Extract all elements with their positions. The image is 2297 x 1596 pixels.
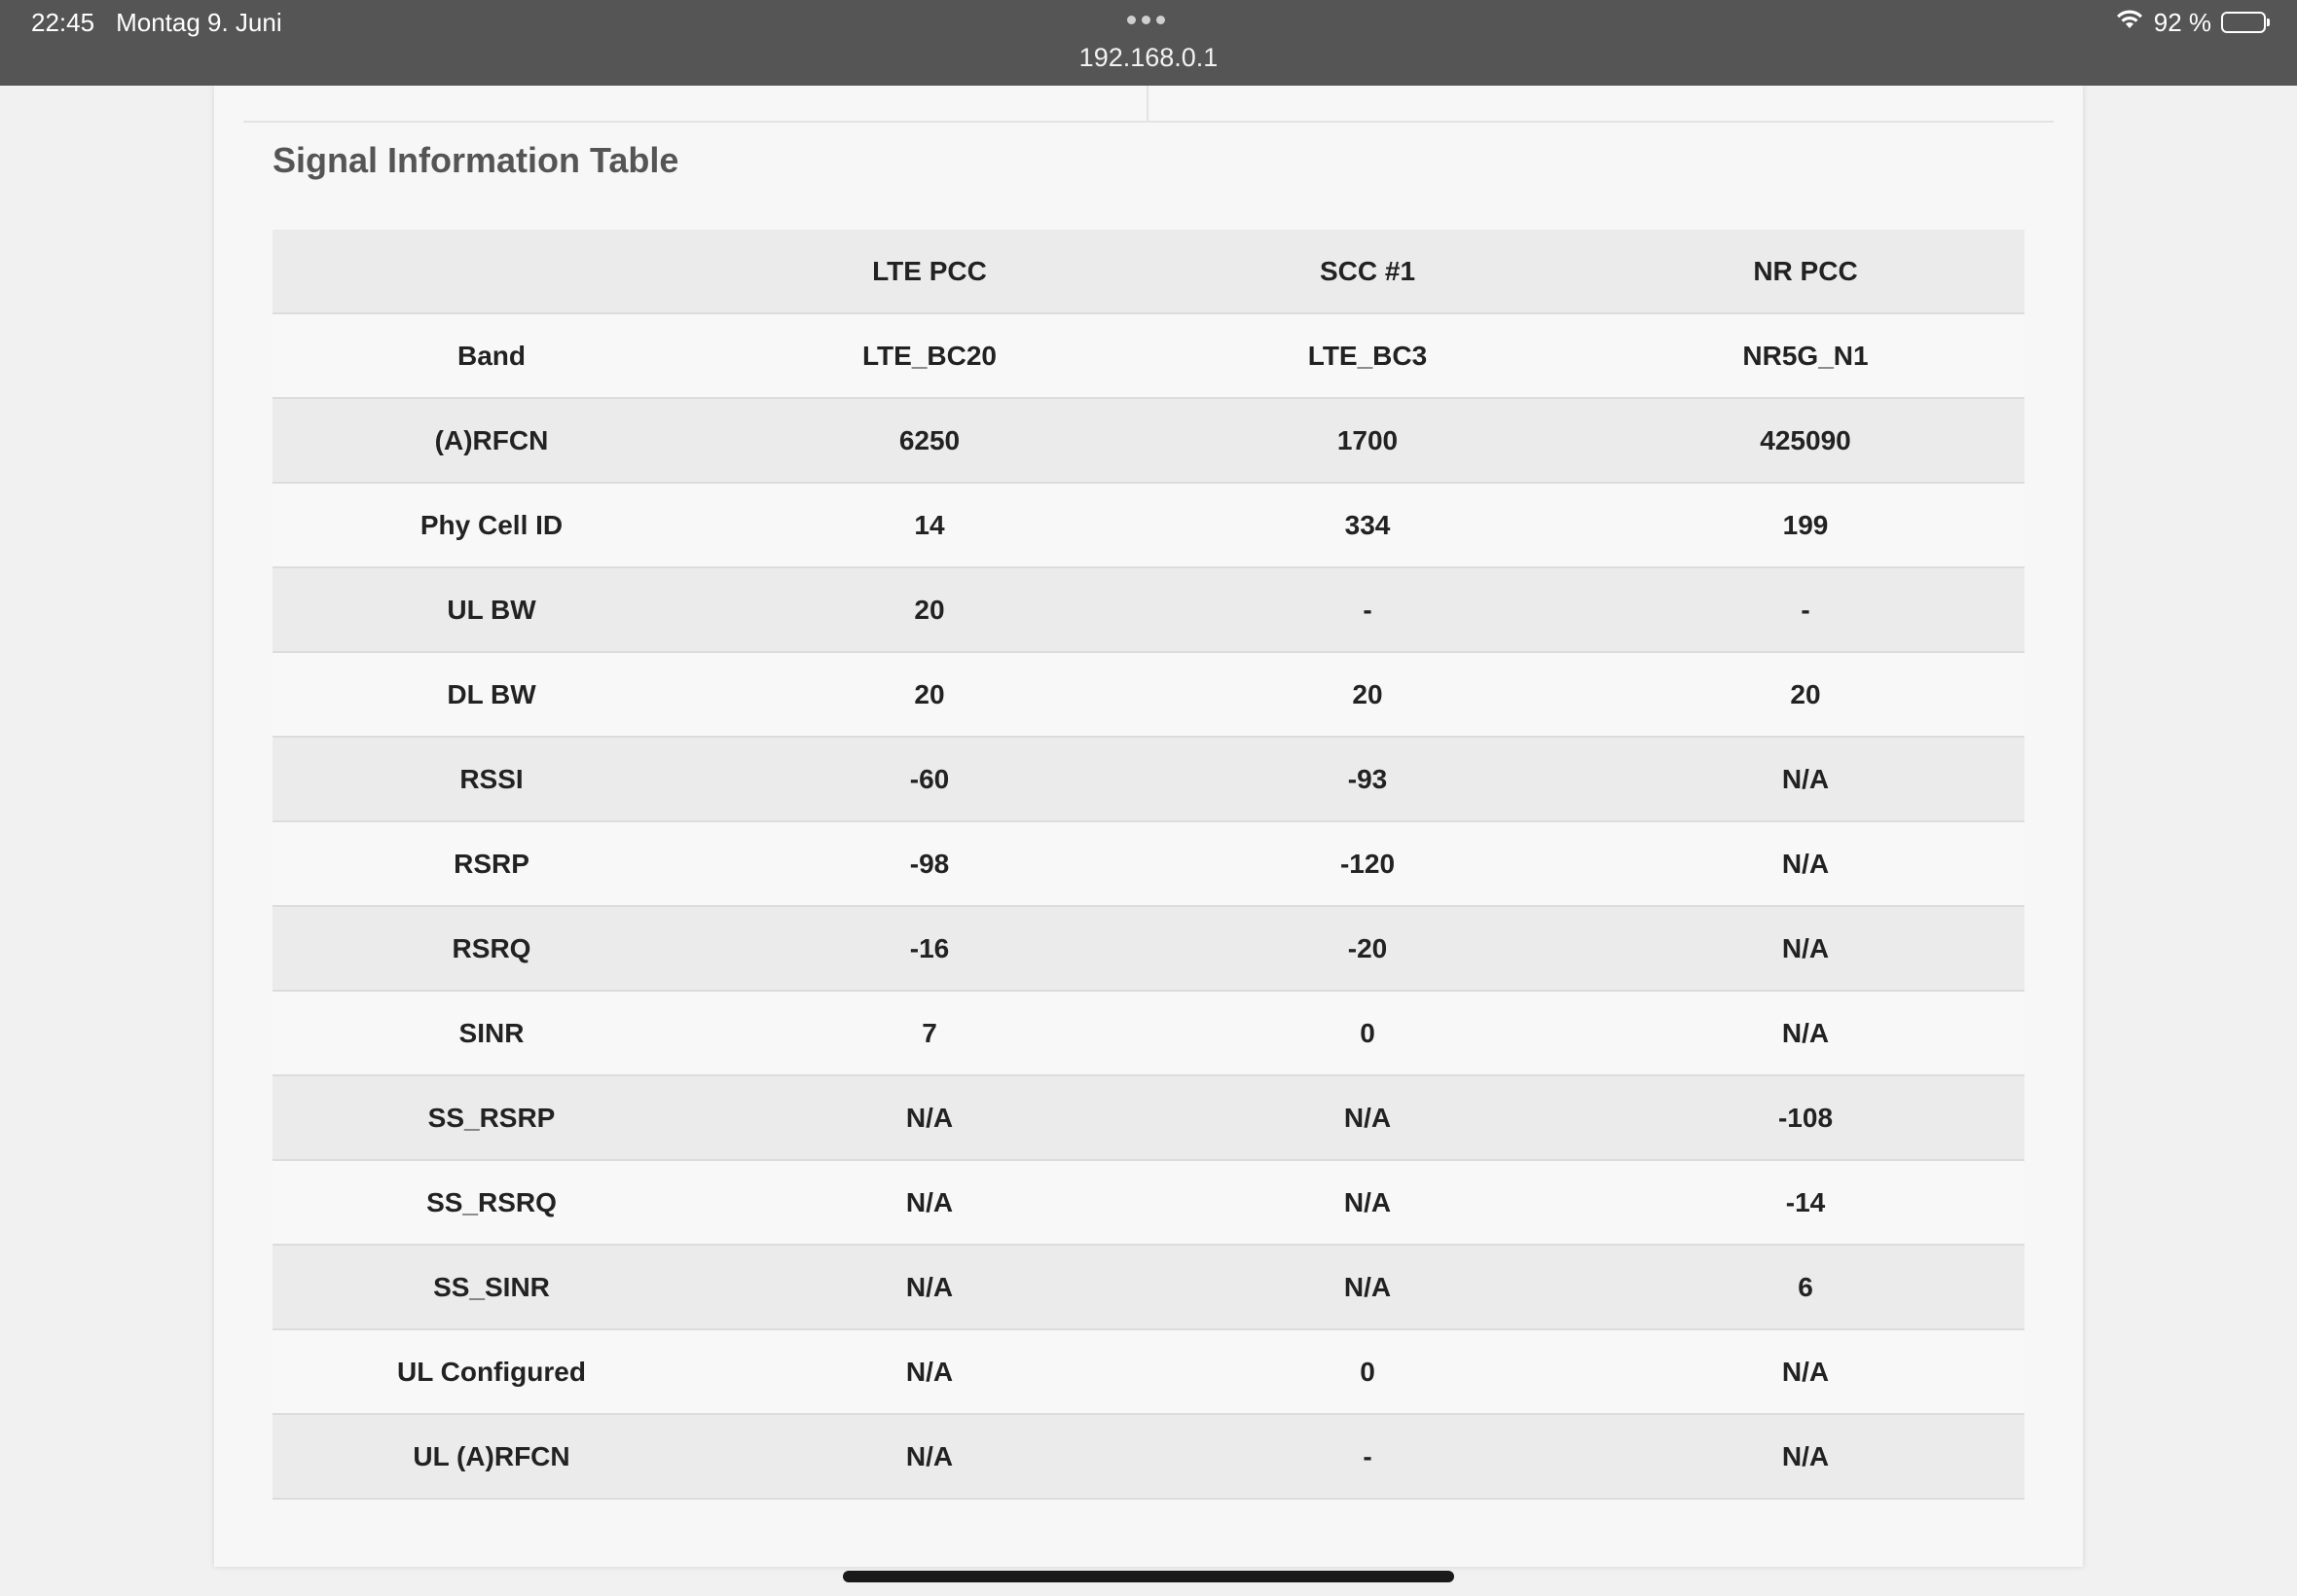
- table-row: [273, 313, 2024, 398]
- address-bar-url[interactable]: 192.168.0.1: [1078, 43, 1219, 72]
- table-cell: 20: [1586, 652, 2024, 737]
- table-cell: N/A: [1586, 1414, 2024, 1499]
- table-cell: 6: [1586, 1245, 2024, 1329]
- row-label: UL (A)RFCN: [273, 1414, 711, 1499]
- wifi-icon: [2115, 8, 2144, 37]
- row-label: RSSI: [273, 737, 711, 821]
- table-cell: 7: [711, 991, 1148, 1075]
- table-row: [273, 1160, 2024, 1245]
- table-cell: N/A: [1148, 1160, 1586, 1245]
- table-row: [273, 652, 2024, 737]
- table-row: [273, 906, 2024, 991]
- table-row: [273, 398, 2024, 483]
- table-cell: 0: [1148, 991, 1586, 1075]
- table-cell: 20: [1148, 652, 1586, 737]
- table-cell: 20: [711, 567, 1148, 652]
- status-time: 22:45: [31, 8, 95, 37]
- table-cell: N/A: [711, 1414, 1148, 1499]
- table-cell: N/A: [1586, 737, 2024, 821]
- table-row: [273, 483, 2024, 567]
- table-cell: 20: [711, 652, 1148, 737]
- table-row: [273, 1414, 2024, 1499]
- row-label: SS_SINR: [273, 1245, 711, 1329]
- row-label: (A)RFCN: [273, 398, 711, 483]
- row-label: SINR: [273, 991, 711, 1075]
- table-cell: 334: [1148, 483, 1586, 567]
- header-cell: NR PCC: [1586, 230, 2024, 313]
- table-cell: LTE_BC20: [711, 313, 1148, 398]
- row-label: DL BW: [273, 652, 711, 737]
- table-cell: 14: [711, 483, 1148, 567]
- table-row: [273, 1245, 2024, 1329]
- header-cell: [273, 230, 711, 313]
- home-indicator[interactable]: [843, 1571, 1454, 1582]
- previous-table-row: [243, 86, 2054, 123]
- status-date: Montag 9. Juni: [116, 8, 282, 37]
- table-cell: N/A: [1586, 906, 2024, 991]
- table-cell: 199: [1586, 483, 2024, 567]
- table-row: [273, 821, 2024, 906]
- battery-percentage: 92 %: [2153, 8, 2211, 37]
- header-cell: LTE PCC: [711, 230, 1148, 313]
- row-label: UL BW: [273, 567, 711, 652]
- table-cell: N/A: [711, 1329, 1148, 1414]
- table-row: [273, 567, 2024, 652]
- header-cell: SCC #1: [1148, 230, 1586, 313]
- content-card: [214, 86, 2083, 1567]
- table-row: [273, 1075, 2024, 1160]
- table-cell: 1700: [1148, 398, 1586, 483]
- row-label: SS_RSRP: [273, 1075, 711, 1160]
- table-cell: N/A: [1148, 1075, 1586, 1160]
- table-cell: N/A: [1586, 1329, 2024, 1414]
- table-cell: -60: [711, 737, 1148, 821]
- table-cell: -108: [1586, 1075, 2024, 1160]
- table-cell: -: [1586, 567, 2024, 652]
- table-cell: N/A: [711, 1075, 1148, 1160]
- row-label: RSRQ: [273, 906, 711, 991]
- table-cell: 6250: [711, 398, 1148, 483]
- table-cell: NR5G_N1: [1586, 313, 2024, 398]
- row-label: UL Configured: [273, 1329, 711, 1414]
- more-dots-icon[interactable]: [1127, 16, 1165, 24]
- row-label: Band: [273, 313, 711, 398]
- table-header-row: [273, 230, 2024, 313]
- table-cell: -93: [1148, 737, 1586, 821]
- table-cell: LTE_BC3: [1148, 313, 1586, 398]
- table-cell: -14: [1586, 1160, 2024, 1245]
- table-cell: N/A: [1586, 821, 2024, 906]
- table-cell: -98: [711, 821, 1148, 906]
- table-cell: N/A: [711, 1245, 1148, 1329]
- row-label: RSRP: [273, 821, 711, 906]
- table-row: [273, 991, 2024, 1075]
- section-title: Signal Information Table: [273, 140, 679, 180]
- column-divider: [1147, 86, 1148, 121]
- battery-icon: [2221, 12, 2266, 33]
- status-left: [31, 8, 282, 37]
- table-cell: N/A: [711, 1160, 1148, 1245]
- table-cell: 425090: [1586, 398, 2024, 483]
- table-cell: -: [1148, 567, 1586, 652]
- table-cell: 0: [1148, 1329, 1586, 1414]
- table-cell: N/A: [1148, 1245, 1586, 1329]
- table-row: [273, 737, 2024, 821]
- status-right: [2115, 8, 2266, 37]
- table-row: [273, 1329, 2024, 1414]
- table-cell: -: [1148, 1414, 1586, 1499]
- status-bar: [0, 0, 2297, 86]
- signal-information-table: [273, 230, 2024, 1500]
- table-cell: -20: [1148, 906, 1586, 991]
- row-label: Phy Cell ID: [273, 483, 711, 567]
- table-cell: N/A: [1586, 991, 2024, 1075]
- table-cell: -16: [711, 906, 1148, 991]
- table-cell: -120: [1148, 821, 1586, 906]
- row-label: SS_RSRQ: [273, 1160, 711, 1245]
